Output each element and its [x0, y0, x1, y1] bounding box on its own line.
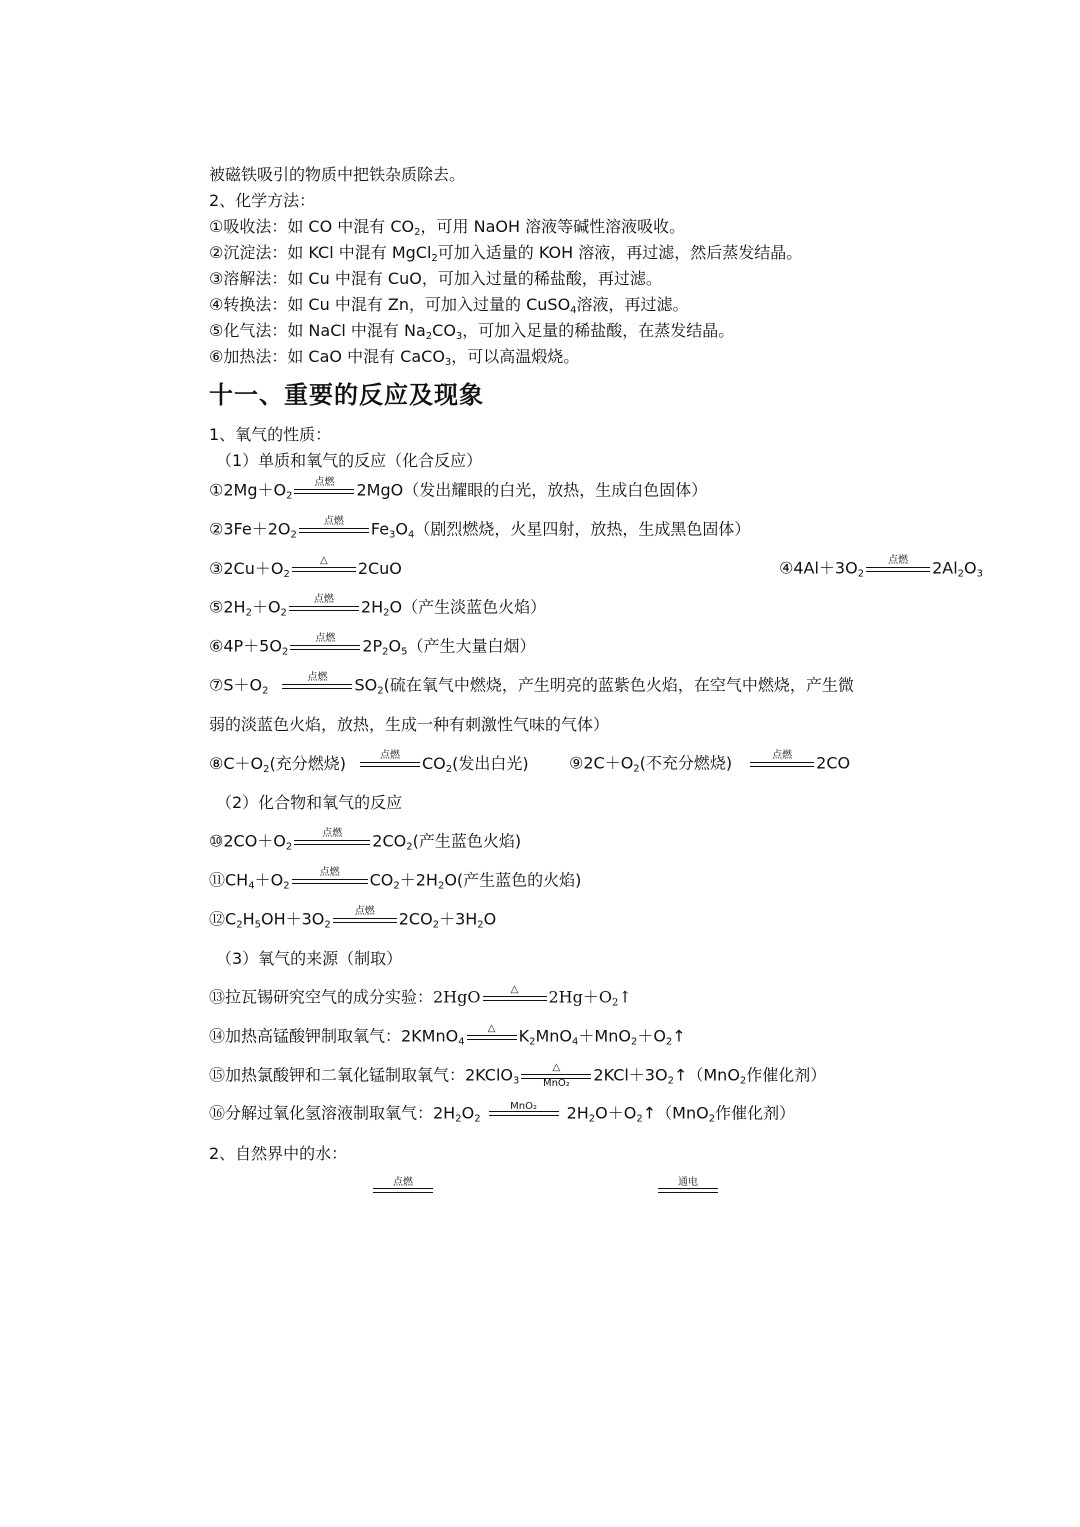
- oxygen-sub-1: （1）单质和氧气的反应（化合反应）: [216, 451, 483, 470]
- condition-ignite: 点燃: [750, 751, 814, 777]
- reaction-1: $①2Mg+O_2$ 点燃 2MgO（发出耀眼的白光，放热，生成白色固体）: [209, 478, 707, 504]
- condition-ignite: 点燃: [282, 673, 352, 699]
- reaction-13: ⑬拉瓦锡研究空气的成分实验：2HgO △ $2Hg+O_2↑$: [209, 985, 632, 1011]
- reaction-6: $⑥4P+5O_2$ 点燃 $2P_2O_5$（产生大量白烟）: [209, 634, 536, 660]
- condition-ignite: 点燃: [294, 829, 370, 855]
- condition-ignite: 点燃: [294, 478, 354, 504]
- condition-ignite: 点燃: [333, 907, 397, 933]
- condition-ignite: 点燃: [299, 517, 369, 543]
- reaction-15: ⑮加热氯酸钾和二氧化锰制取氧气：2KClO$_3$ △ MnO₂ $2KCl+3O_2↑(MnO_2$作催化剂）: [209, 1062, 827, 1089]
- reaction-9: $⑨2C+O_2$(不充分燃烧) 点燃 2CO: [569, 751, 850, 777]
- condition-heat: △: [483, 985, 547, 1011]
- method-dissolve: ③溶解法：如 Cu 中混有 CuO，可加入过量的稀盐酸，再过滤。: [209, 269, 662, 288]
- condition-ignite: 点燃: [289, 595, 359, 621]
- reaction-5: $⑤2H_2+O_2$ 点燃 $2H_2O$（产生淡蓝色火焰）: [209, 595, 546, 621]
- reaction-8-9-row: [209, 751, 869, 777]
- intro-line-2: 2、化学方法：: [209, 191, 316, 210]
- reaction-4: $④4Al+3O_2$ 点燃 $2Al_2O_3$: [779, 556, 983, 582]
- condition-heat: △: [292, 556, 356, 582]
- method-heat: ⑥加热法：如 CaO 中混有 CaCO$_3$，可以高温煅烧。: [209, 347, 580, 368]
- oxygen-sub-3: （3）氧气的来源（制取）: [216, 949, 403, 968]
- reaction-12: $⑫C_2H_5OH+3O_2$ 点燃 $2CO_2+3H_2O$: [209, 907, 496, 933]
- condition-ignite-label: 点燃: [393, 1177, 413, 1188]
- oxygen-title: 1、氧气的性质：: [209, 425, 332, 444]
- reaction-16: ⑯分解过氧化氢溶液制取氧气：$2H_2O_2$ MnO₂ $2H_2O+O_2↑(MnO_2$作催化剂）: [209, 1101, 796, 1125]
- method-precipitate: ②沉淀法：如 KCl 中混有 MgCl$_2$可加入适量的 KOH 溶液，再过滤，然后蒸发结晶。: [209, 243, 803, 264]
- intro-line-1: 被磁铁吸引的物质中把铁杂质除去。: [209, 165, 466, 184]
- oxygen-sub-2: （2）化合物和氧气的反应: [216, 793, 403, 812]
- water-title: 2、自然界中的水：: [209, 1144, 348, 1163]
- condition-heat-mno2: △ MnO₂: [521, 1063, 591, 1089]
- condition-electric-label: 通电: [678, 1177, 698, 1188]
- reaction-8: $⑧C+O_2$(充分燃烧) 点燃 $CO_2$(发出白光): [209, 754, 529, 773]
- reaction-14: ⑭加热高锰酸钾制取氧气：2KMnO$_4$ △ $K_2MnO_4+MnO_2+O_2↑$: [209, 1024, 686, 1050]
- condition-mno2: MnO₂: [489, 1102, 559, 1126]
- condition-ignite: 点燃: [290, 634, 360, 660]
- condition-ignite-fragment: [373, 1173, 433, 1193]
- condition-ignite: 点燃: [292, 868, 368, 894]
- reaction-10: $⑩2CO+O_2$ 点燃 $2CO_2$(产生蓝色火焰): [209, 829, 521, 855]
- reaction-2: $②3Fe+2O_2$ 点燃 $Fe_3O_4$（剧烈燃烧，火星四射，放热，生成黑色固体）: [209, 517, 750, 543]
- section-title: 十一、重要的反应及现象: [209, 381, 484, 409]
- reaction-7-continued: 弱的淡蓝色火焰，放热，生成一种有刺激性气味的气体）: [209, 715, 610, 734]
- reaction-3: $③2Cu+O_2$ △ 2CuO: [209, 559, 402, 578]
- method-convert: ④转换法：如 Cu 中混有 Zn，可加入过量的 CuSO$_4$溶液，再过滤。: [209, 295, 689, 316]
- condition-electric-fragment: [658, 1173, 718, 1193]
- reaction-3-4-row: [209, 555, 983, 582]
- condition-ignite: 点燃: [360, 751, 420, 777]
- condition-heat: △: [467, 1024, 517, 1050]
- condition-ignite: 点燃: [866, 556, 930, 582]
- reaction-11: $⑪CH_4+O_2$ 点燃 $CO_2+2H_2O$(产生蓝色的火焰): [209, 868, 581, 894]
- method-gasify: ⑤化气法：如 NaCl 中混有 $Na_2CO_3$，可加入足量的稀盐酸，在蒸发结晶。: [209, 321, 735, 342]
- method-absorb: ①吸收法：如 CO 中混有 $CO_2$，可用 NaOH 溶液等碱性溶液吸收。: [209, 217, 686, 238]
- reaction-7: $⑦S+O_2$ 点燃 $SO_2$(硫在氧气中燃烧，产生明亮的蓝紫色火焰，在空气中燃烧，产生微: [209, 673, 854, 699]
